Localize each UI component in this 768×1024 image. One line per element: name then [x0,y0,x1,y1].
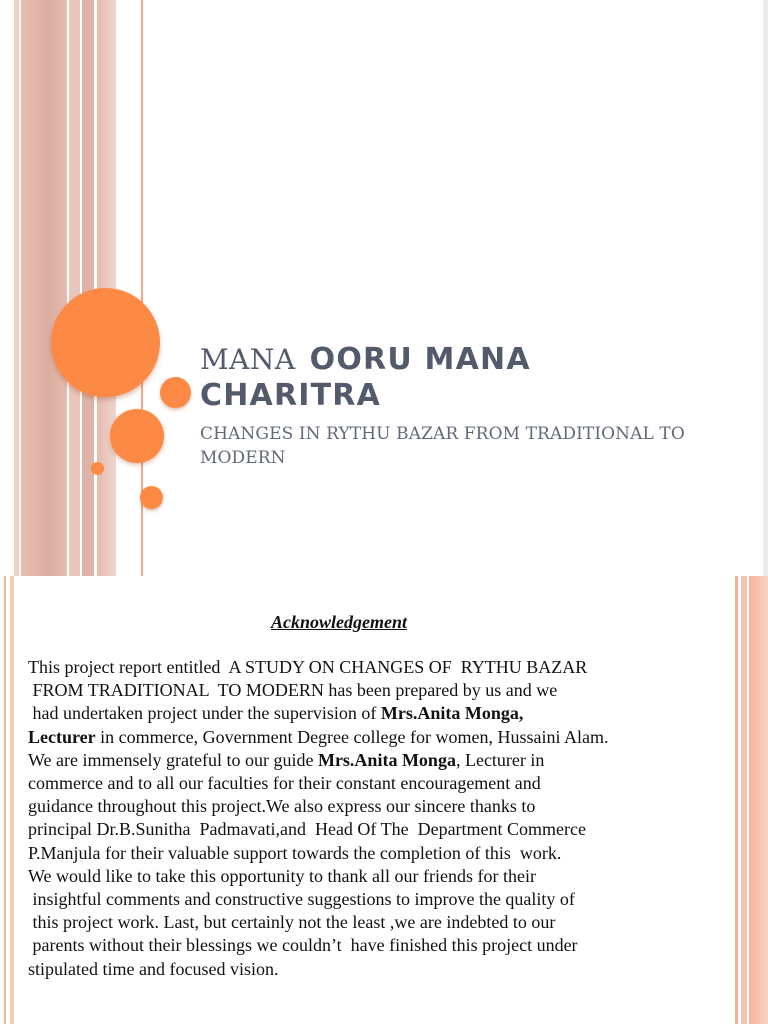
body-text-line [28,888,728,911]
body-text-line [28,772,728,795]
text-segment: P.Manjula for their valuable support towards the completion of this work. [28,842,562,863]
body-text-line [28,842,728,865]
title-block [200,342,740,470]
text-segment: guidance throughout this project.We also express our sincere thanks to [28,796,536,817]
text-segment: , Lecturer in [455,749,545,770]
text-segment: had undertaken project under the supervision of [28,703,381,724]
body-text-line [28,818,728,841]
subtitle-line: CHANGES IN RYTHU BAZAR FROM TRADITIONAL TO [200,424,685,444]
acknowledgement-heading: Acknowledgement [271,612,407,632]
title-text: OORU MANA [309,342,531,377]
subtitle-line: MODERN [200,448,286,468]
body-text-line [28,749,728,772]
decorative-stripe [741,576,747,1024]
decorative-stripe [735,576,738,1024]
body-text-line [28,679,728,702]
decorative-circle [140,486,163,509]
text-segment: insightful comments and constructive suggestions to improve the quality of [28,889,575,910]
slide-edge [763,0,768,576]
body-text-line [28,726,728,749]
bold-text: Mrs.Anita Monga [317,749,456,770]
body-text-line [28,934,728,957]
acknowledgement-slide [0,576,768,1024]
text-segment: commerce and to all our faculties for their constant encouragement and [28,773,541,794]
decorative-stripe [749,576,768,1024]
slide-subtitle [200,422,740,470]
text-segment: this project work. Last, but certainly not the least ,we are indebted to our [28,912,556,933]
body-text-line [28,865,728,888]
title-word: MANA [200,343,296,376]
text-segment: FROM TRADITIONAL TO MODERN has been prepared by us and we [28,680,558,701]
body-text-line [28,795,728,818]
text-segment: in commerce, Government Degree college for women, Hussaini Alam. [95,726,609,747]
decorative-stripe [14,0,19,576]
text-segment: principal Dr.B.Sunitha Padmavati,and Head Of The Department Commerce [28,819,587,840]
slide-title-line-1 [200,342,740,378]
decorative-stripe [69,0,80,576]
body-text-line [28,702,728,725]
decorative-stripe [21,0,67,576]
body-text-line [28,911,728,934]
text-segment: We would like to take this opportunity to thank all our friends for their [28,865,536,886]
decorative-stripe [10,576,14,1024]
decorative-circle [160,377,191,408]
decorative-stripe [82,0,94,576]
bold-text: Lecturer [28,726,96,747]
body-text-line [28,656,728,679]
decorative-circle-small [91,462,104,475]
body-text-line [28,958,728,981]
acknowledgement-body [28,656,728,981]
bold-text: Mrs.Anita Monga, [380,703,524,724]
text-segment: parents without their blessings we couldn’t have finished this project under [28,935,578,956]
text-segment: This project report entitled A STUDY ON CHANGES OF RYTHU BAZAR [28,657,588,677]
text-segment: stipulated time and focused vision. [28,958,279,979]
decorative-circle-large [51,288,160,397]
decorative-stripe [4,576,6,1024]
decorative-circle [110,409,164,463]
text-segment: We are immensely grateful to our guide [28,749,318,770]
slide-title-line-2: CHARITRA [200,378,381,413]
